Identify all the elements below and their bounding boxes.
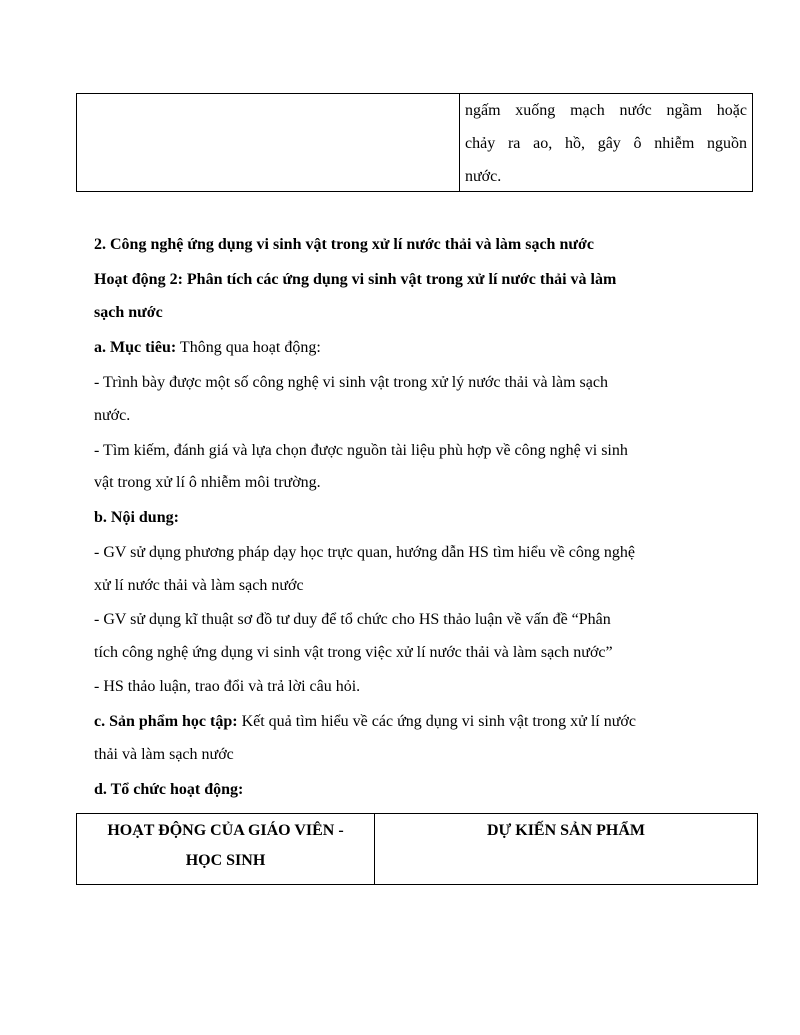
cell-line: chảy ra ao, hồ, gây ô nhiễm nguồn [465, 135, 747, 152]
objective-item-1: - Trình bày được một số công nghệ vi sinh vật trong xử lý nước thải và làm sạch [94, 374, 608, 391]
objective-item-1-cont: nước. [94, 407, 131, 424]
header-expected-product: DỰ KIẾN SẢN PHẨM [486, 822, 646, 839]
content-item-2-cont: tích công nghệ ứng dụng vi sinh vật trong việc xử lí nước thải và làm sạch nước” [94, 644, 613, 661]
header-line: HOẠT ĐỘNG CỦA GIÁO VIÊN - [107, 822, 344, 839]
activity-table-header [76, 813, 758, 885]
cell-line: nước. [465, 168, 502, 185]
content-item-1-cont: xử lí nước thải và làm sạch nước [94, 577, 304, 594]
organization-label: d. Tổ chức hoạt động: [94, 781, 244, 798]
content-label: b. Nội dung: [94, 509, 179, 526]
product-text: Kết quả tìm hiểu về các ứng dụng vi sinh vật trong xử lí nước [237, 713, 636, 730]
objective-line [94, 331, 714, 364]
header-line: HỌC SINH [185, 852, 266, 869]
objective-label: a. Mục tiêu: [94, 339, 177, 356]
cell-line: ngấm xuống mạch nước ngầm hoặc [465, 102, 747, 119]
product-line-cont: thải và làm sạch nước [94, 746, 234, 763]
objective-item-2: - Tìm kiếm, đánh giá và lựa chọn được nguồn tài liệu phù hợp về công nghệ vi sinh [94, 442, 628, 459]
table-right-cell [465, 94, 747, 193]
objective-text: Thông qua hoạt động: [176, 339, 321, 356]
activity-heading-cont: sạch nước [94, 304, 163, 321]
objective-item-2-cont: vật trong xử lí ô nhiễm môi trường. [94, 474, 321, 491]
activity-heading: Hoạt động 2: Phân tích các ứng dụng vi sinh vật trong xử lí nước thải và làm [94, 271, 617, 288]
continuation-table [76, 93, 753, 192]
header-teacher-student [77, 816, 374, 876]
section-heading: 2. Công nghệ ứng dụng vi sinh vật trong xử lí nước thải và làm sạch nước [94, 236, 594, 253]
content-item-1: - GV sử dụng phương pháp dạy học trực quan, hướng dẫn HS tìm hiểu về công nghệ [94, 544, 636, 561]
content-item-3: - HS thảo luận, trao đổi và trả lời câu hỏi. [94, 678, 361, 695]
table-column-divider [459, 94, 460, 191]
content-item-2: - GV sử dụng kĩ thuật sơ đồ tư duy để tổ chức cho HS thảo luận về vấn đề “Phân [94, 611, 611, 628]
product-label: c. Sản phẩm học tập: [94, 713, 238, 730]
product-line [94, 705, 714, 738]
